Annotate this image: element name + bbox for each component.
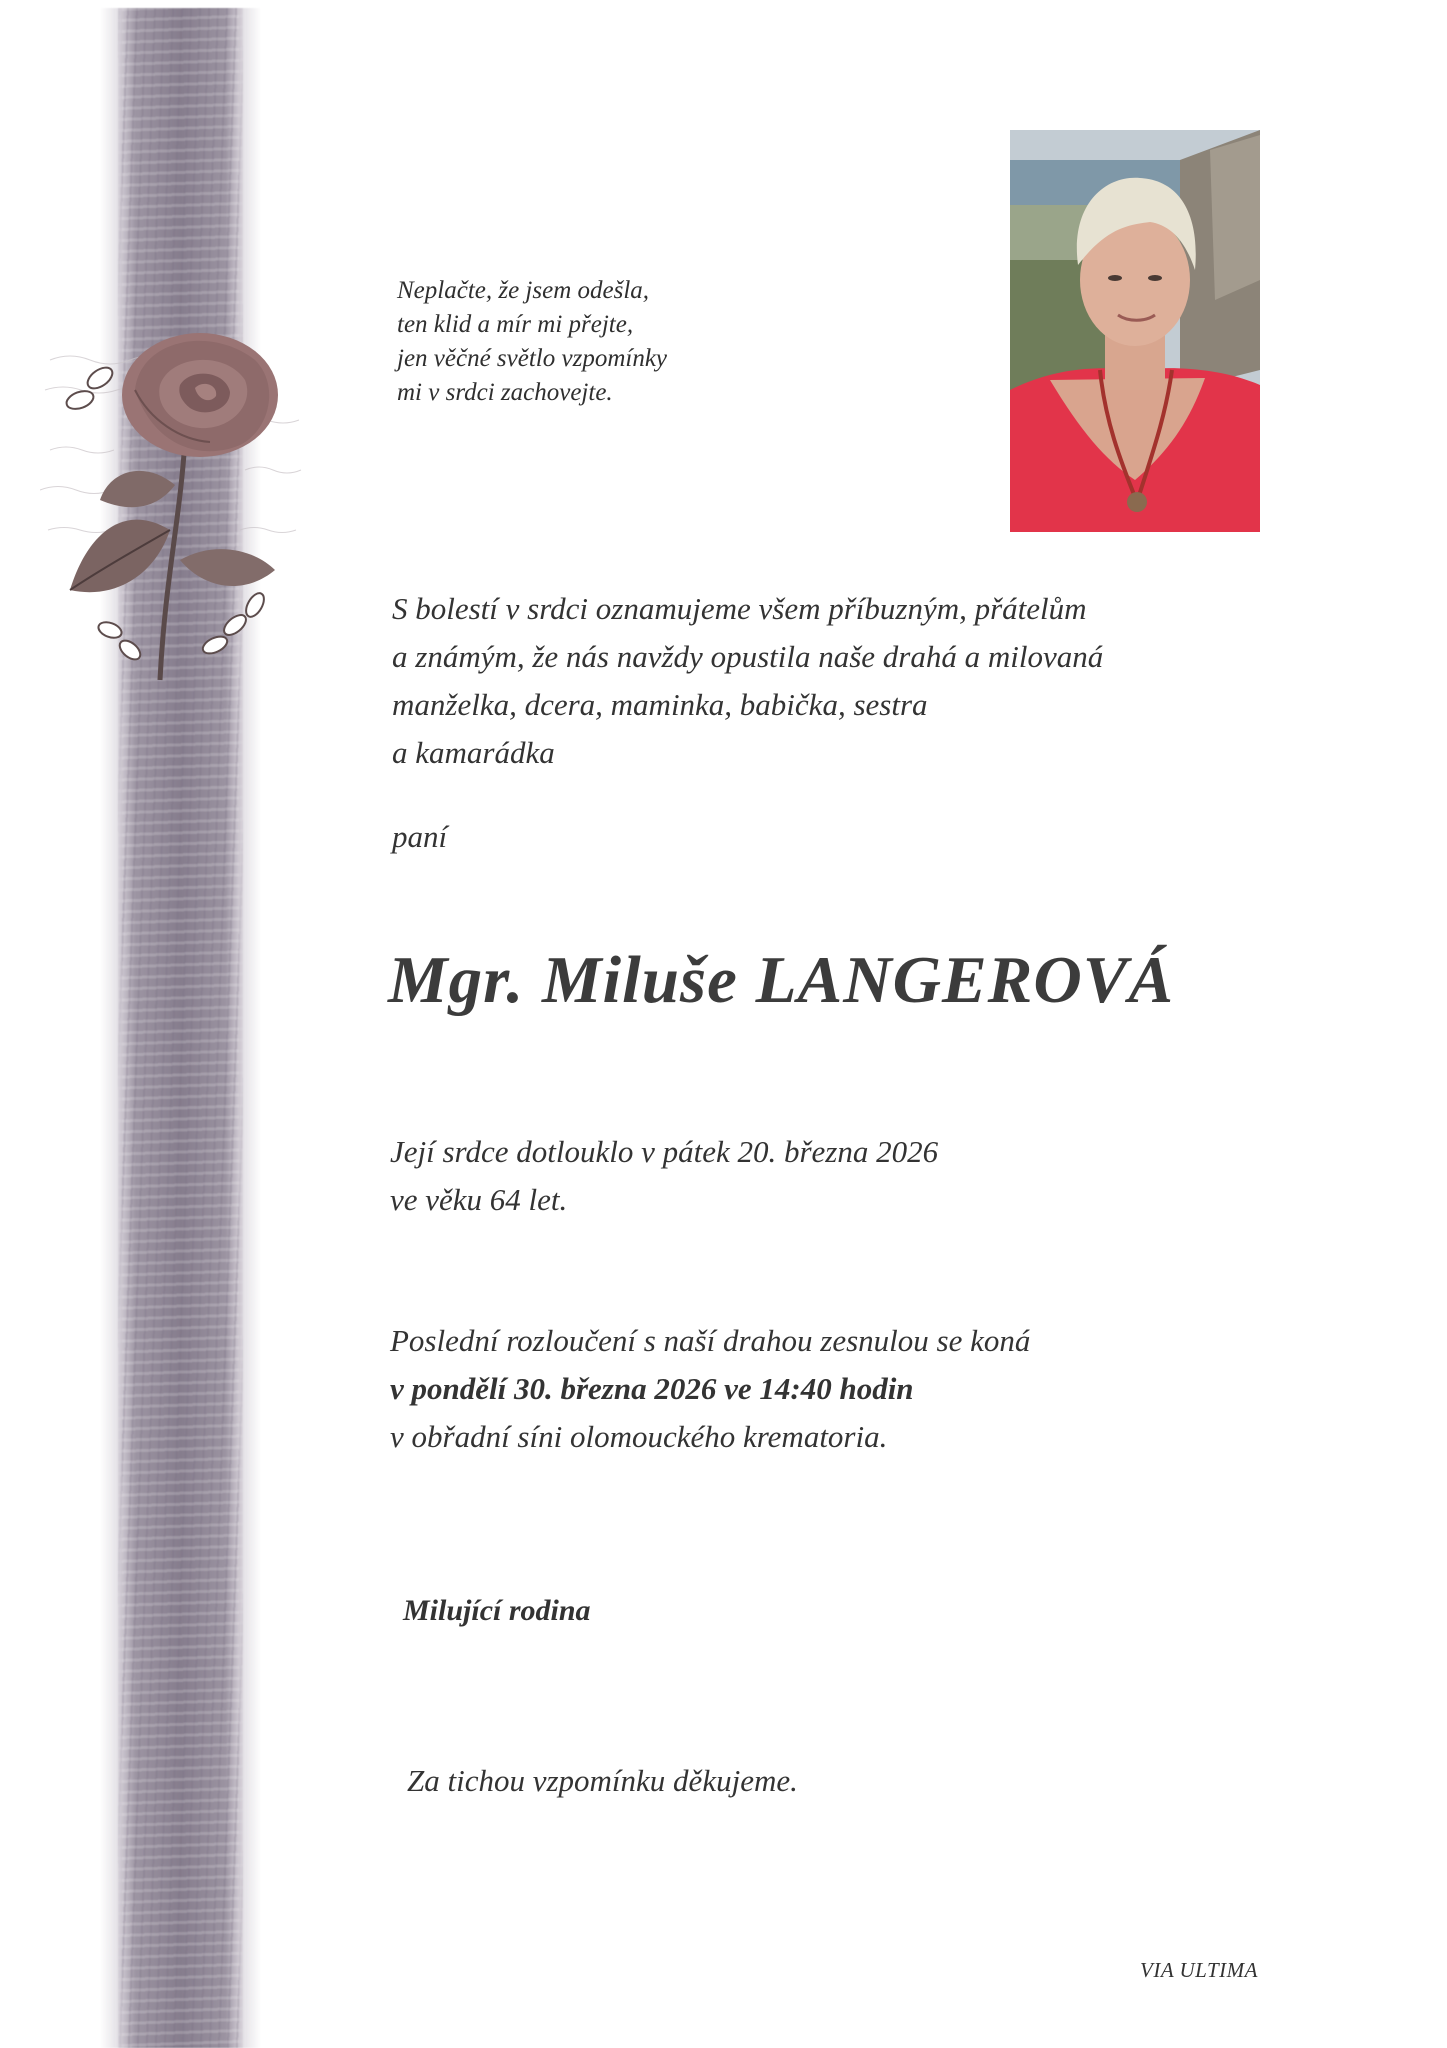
footer-brand: VIA ULTIMA [1140,1958,1258,1982]
death-info [390,1128,938,1224]
announcement [392,585,1103,777]
announcement-line: a známým, že nás navždy opustila naše drahá a milovaná [392,639,1104,674]
poem-line: jen věčné světlo vzpomínky [397,345,668,372]
announcement-line: S bolestí v srdci oznamujeme všem příbuzným, přátelům [392,591,1087,626]
announcement-line: a kamarádka [392,735,555,770]
thanks-line: Za tichou vzpomínku děkujeme. [407,1763,798,1798]
death-line: Její srdce dotlouklo v pátek 20. března 2026 [390,1134,939,1169]
honorific: paní [392,819,448,854]
poem-line: ten klid a mír mi přejte, [397,311,634,338]
poem-line: mi v srdci zachovejte. [397,379,613,406]
funeral-info [390,1317,1030,1461]
rose-icon [40,300,340,700]
signature: Milující rodina [403,1594,591,1627]
deceased-name: Mgr. Miluše LANGEROVÁ [388,943,1175,1017]
portrait-photo [1010,130,1260,532]
poem [397,274,667,410]
announcement-line: manželka, dcera, maminka, babička, sestra [392,687,928,722]
death-line: ve věku 64 let. [390,1182,568,1217]
poem-line: Neplačte, že jsem odešla, [397,277,650,304]
funeral-place: v obřadní síni olomouckého krematoria. [390,1419,888,1454]
funeral-line: Poslední rozloučení s naší drahou zesnulou se koná [390,1323,1031,1358]
funeral-datetime: v pondělí 30. března 2026 ve 14:40 hodin [390,1371,914,1406]
